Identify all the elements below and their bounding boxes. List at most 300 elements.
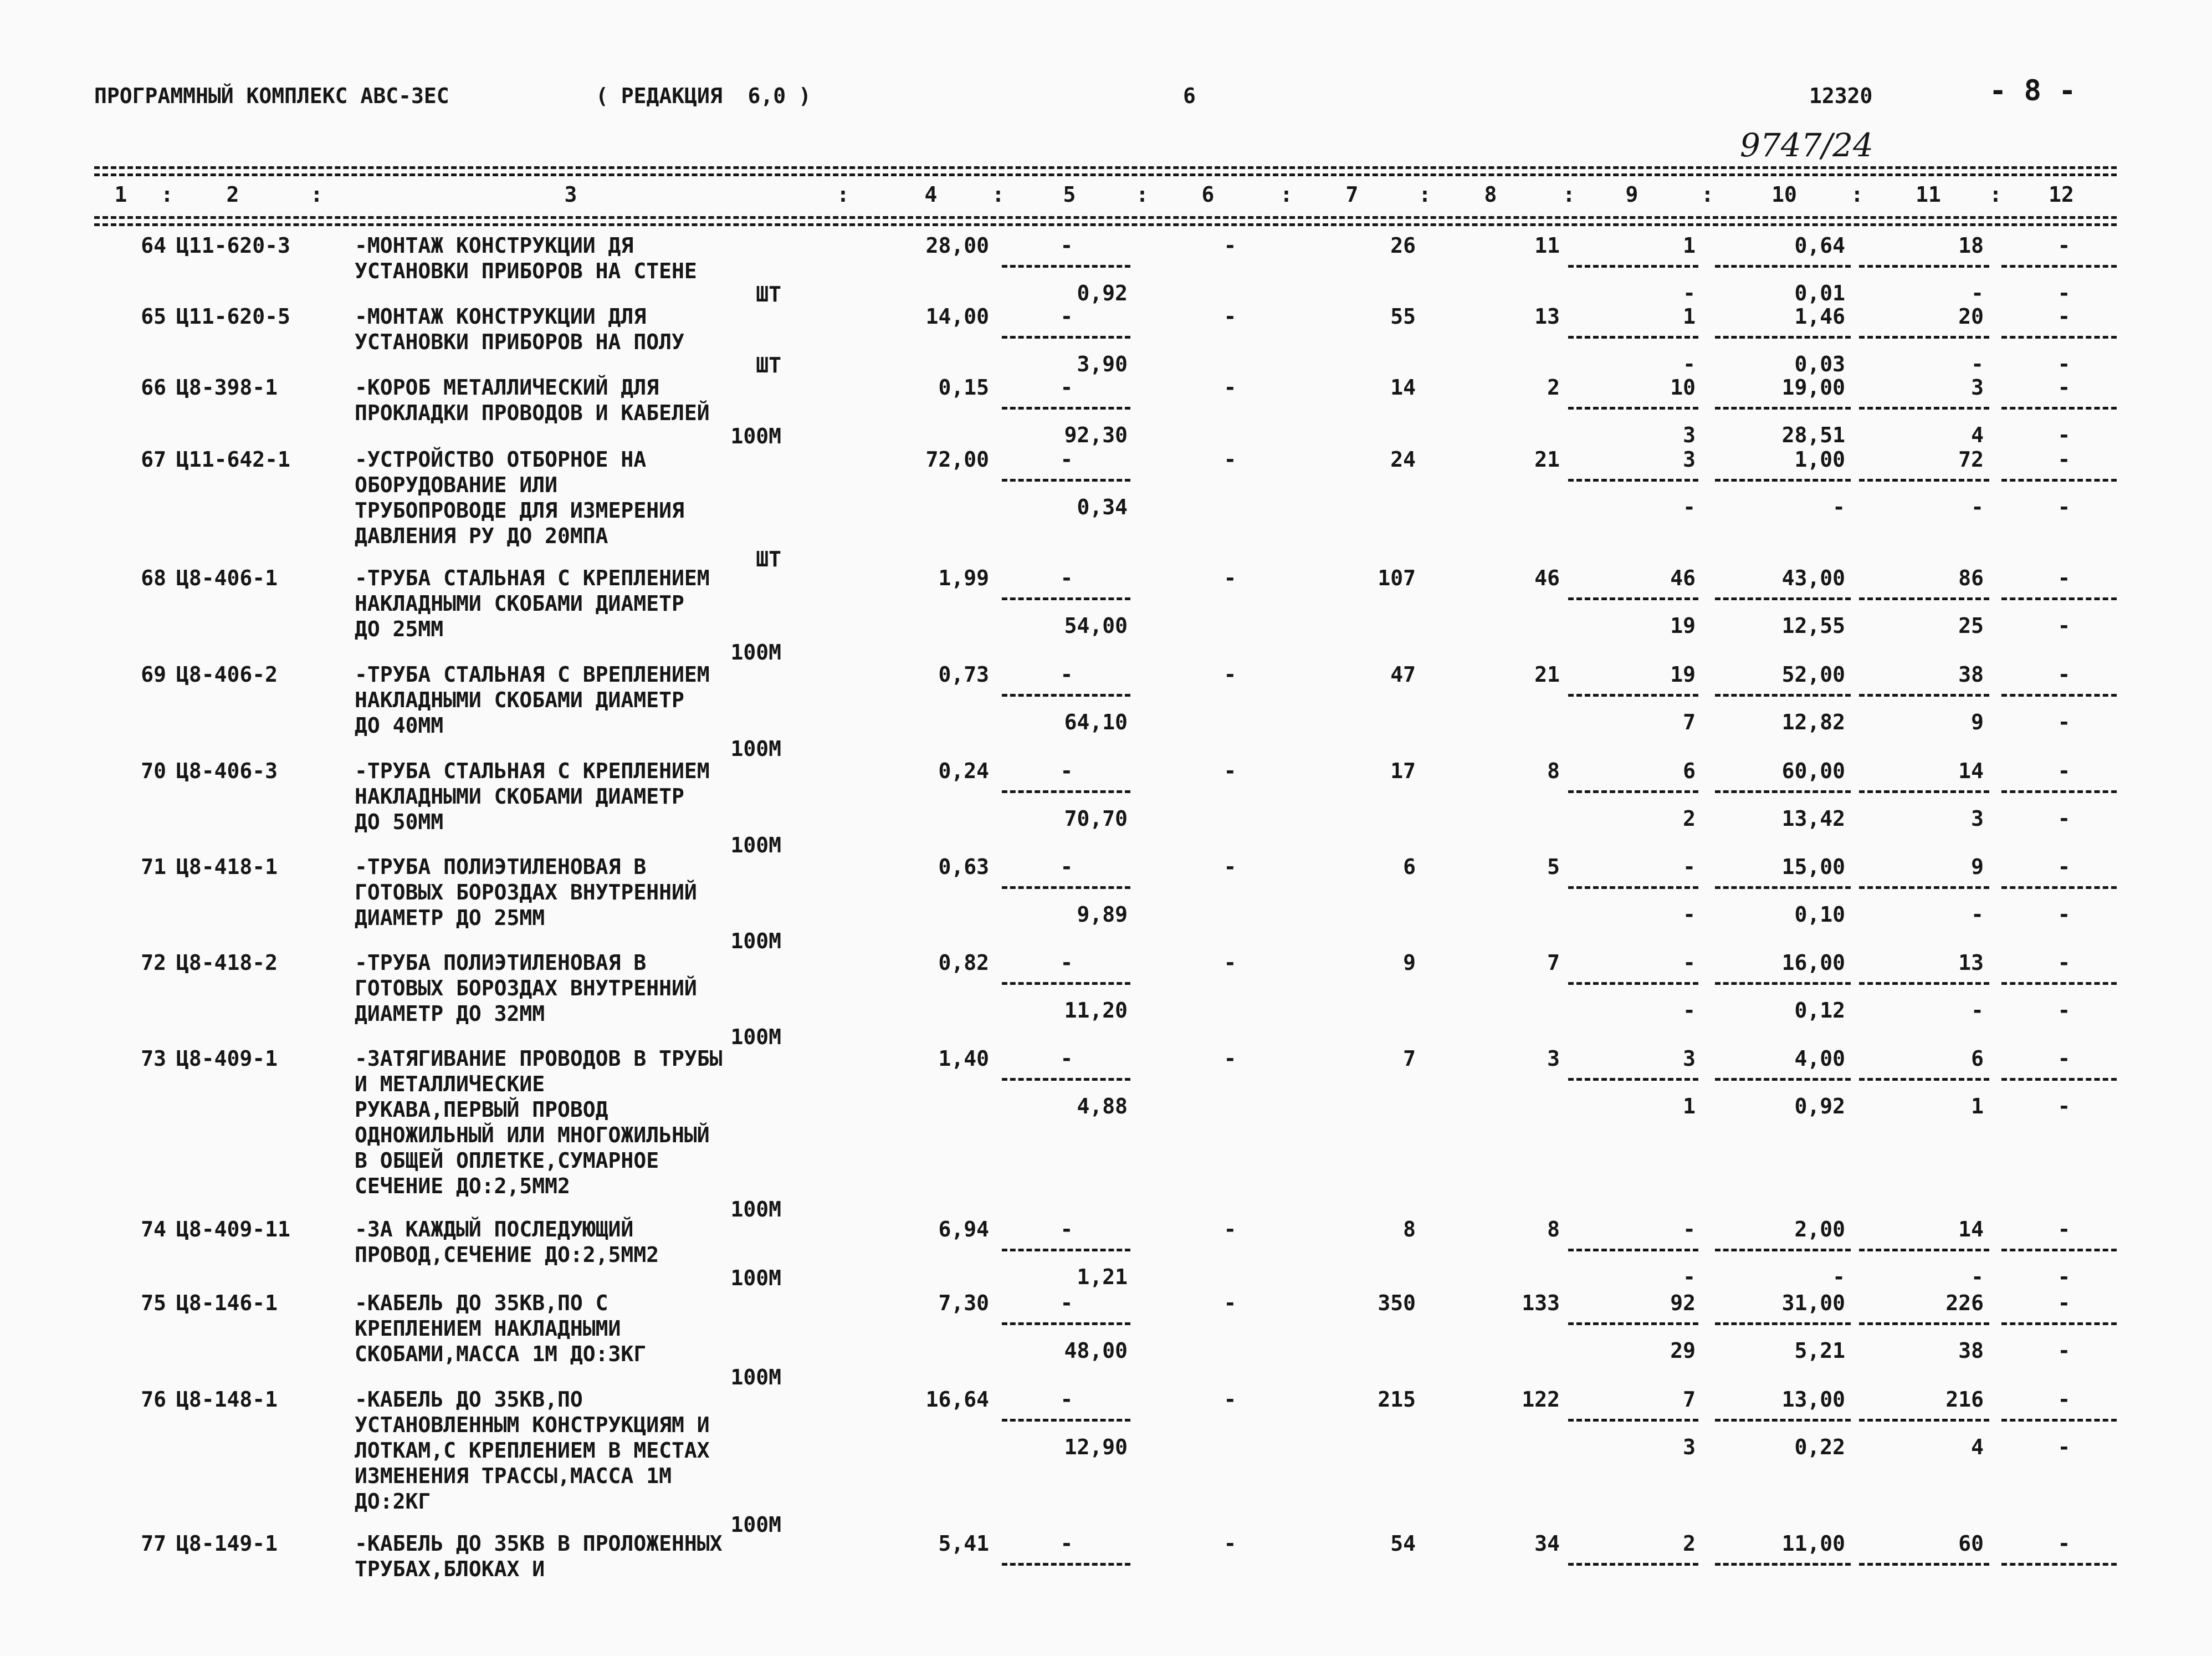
col11-value-top: 6 bbox=[1971, 1046, 1984, 1071]
col9-underline bbox=[1568, 597, 1698, 600]
col9-value-top: - bbox=[1683, 855, 1696, 879]
col4-value: 14,00 bbox=[925, 304, 989, 329]
col6-value: - bbox=[1223, 855, 1237, 879]
column-separator: : bbox=[1701, 182, 1714, 207]
column-separator: : bbox=[1280, 182, 1293, 207]
col12-underline bbox=[2001, 265, 2117, 268]
col5-value-bottom: 11,20 bbox=[1064, 998, 1128, 1023]
col10-underline bbox=[1715, 1322, 1851, 1325]
col12-value-top: - bbox=[2057, 1387, 2071, 1412]
column-separator: : bbox=[1419, 182, 1431, 207]
col9-value-top: 3 bbox=[1683, 1046, 1696, 1071]
col5-underline bbox=[1002, 597, 1130, 600]
col5-value-top: - bbox=[1060, 375, 1073, 400]
col10-underline bbox=[1715, 265, 1851, 268]
col9-value-top: 10 bbox=[1670, 375, 1696, 400]
row-code: Ц8-149-1 bbox=[176, 1531, 278, 1556]
col6-value: - bbox=[1223, 304, 1237, 329]
row-unit: 100М bbox=[730, 424, 781, 448]
col10-value-bottom: 0,10 bbox=[1794, 902, 1845, 927]
col6-value: - bbox=[1223, 566, 1237, 590]
col12-underline bbox=[2001, 1419, 2117, 1422]
row-description-line: ЛОТКАМ,С КРЕПЛЕНИЕМ В МЕСТАХ bbox=[355, 1438, 710, 1463]
column-header-9: 9 bbox=[1625, 182, 1638, 207]
row-description-line: -ТРУБА СТАЛЬНАЯ С КРЕПЛЕНИЕМ bbox=[355, 759, 710, 783]
row-number: 77 bbox=[141, 1531, 166, 1556]
col12-underline bbox=[2001, 1563, 2117, 1566]
col5-underline bbox=[1002, 479, 1130, 482]
col11-value-top: 38 bbox=[1958, 662, 1984, 687]
col10-underline bbox=[1715, 1563, 1851, 1566]
row-number: 71 bbox=[141, 855, 166, 879]
row-unit: 100М bbox=[730, 1512, 781, 1537]
row-description-line: ИЗМЕНЕНИЯ ТРАССЫ,МАССА 1М bbox=[355, 1464, 672, 1488]
col9-value-top: 19 bbox=[1670, 662, 1696, 687]
col10-value-top: 16,00 bbox=[1781, 950, 1845, 975]
col5-underline bbox=[1002, 1249, 1130, 1251]
col10-value-bottom: 0,22 bbox=[1794, 1435, 1845, 1459]
col12-value-bottom: - bbox=[2057, 495, 2071, 519]
row-description-line: -ЗА КАЖДЫЙ ПОСЛЕДУЮЩИЙ bbox=[355, 1217, 634, 1241]
col5-value-top: - bbox=[1060, 662, 1073, 687]
row-description-line: КРЕПЛЕНИЕМ НАКЛАДНЫМИ bbox=[355, 1316, 621, 1341]
row-number: 74 bbox=[141, 1217, 166, 1241]
col12-value-top: - bbox=[2057, 662, 2071, 687]
col9-underline bbox=[1568, 694, 1698, 697]
col11-underline bbox=[1859, 886, 1989, 889]
col5-value-top: - bbox=[1060, 304, 1073, 329]
column-header-10: 10 bbox=[1771, 182, 1797, 207]
col10-underline bbox=[1715, 1419, 1851, 1422]
col8-value: 122 bbox=[1522, 1387, 1560, 1412]
col11-underline bbox=[1859, 265, 1989, 268]
column-header-11: 11 bbox=[1916, 182, 1941, 207]
col6-value: - bbox=[1223, 759, 1237, 783]
col5-value-top: - bbox=[1060, 1217, 1073, 1241]
col5-value-bottom: 70,70 bbox=[1064, 806, 1128, 831]
col12-value-bottom: - bbox=[2057, 1338, 2071, 1363]
page-number: - 8 - bbox=[1989, 74, 2076, 108]
col11-value-bottom: 3 bbox=[1971, 806, 1984, 831]
row-unit: 100М bbox=[730, 1266, 781, 1290]
col9-value-top: - bbox=[1683, 1217, 1696, 1241]
row-number: 69 bbox=[141, 662, 166, 687]
col9-underline bbox=[1568, 1322, 1698, 1325]
col5-value-top: - bbox=[1060, 759, 1073, 783]
col7-value: 6 bbox=[1403, 855, 1416, 879]
col10-value-top: 4,00 bbox=[1794, 1046, 1845, 1071]
col5-value-bottom: 1,21 bbox=[1077, 1265, 1128, 1289]
row-code: Ц8-406-2 bbox=[176, 662, 278, 687]
col5-value-bottom: 54,00 bbox=[1064, 614, 1128, 638]
row-description-line: В ОБЩЕЙ ОПЛЕТКЕ,СУМАРНОЕ bbox=[355, 1148, 659, 1173]
row-number: 65 bbox=[141, 304, 166, 329]
col11-underline bbox=[1859, 479, 1989, 482]
col4-value: 0,73 bbox=[938, 662, 989, 687]
row-description-line: ПРОКЛАДКИ ПРОВОДОВ И КАБЕЛЕЙ bbox=[355, 401, 710, 425]
col11-value-top: 86 bbox=[1958, 566, 1984, 590]
row-description-line: -УСТРОЙСТВО ОТБОРНОЕ НА bbox=[355, 447, 647, 472]
col4-value: 6,94 bbox=[938, 1217, 989, 1241]
row-description-line: -КАБЕЛЬ ДО 35КВ,ПО bbox=[355, 1387, 583, 1412]
col10-value-top: 11,00 bbox=[1781, 1531, 1845, 1556]
col7-value: 350 bbox=[1378, 1291, 1416, 1315]
col9-value-top: - bbox=[1683, 950, 1696, 975]
row-unit: 100М bbox=[730, 640, 781, 665]
header-rule-bottom bbox=[94, 216, 2117, 219]
col10-value-bottom: 0,12 bbox=[1794, 998, 1845, 1023]
col5-underline bbox=[1002, 886, 1130, 889]
row-unit: 100М bbox=[730, 929, 781, 953]
col5-value-top: - bbox=[1060, 1291, 1073, 1315]
row-description-line: ГОТОВЫХ БОРОЗДАХ ВНУТРЕННИЙ bbox=[355, 976, 697, 1000]
col11-value-top: 13 bbox=[1958, 950, 1984, 975]
col12-value-bottom: - bbox=[2057, 423, 2071, 447]
row-unit: ШТ bbox=[756, 282, 781, 306]
row-unit: 100М bbox=[730, 1025, 781, 1049]
col11-underline bbox=[1859, 1249, 1989, 1251]
col11-value-bottom: - bbox=[1971, 1265, 1984, 1289]
col10-underline bbox=[1715, 479, 1851, 482]
col4-value: 5,41 bbox=[938, 1531, 989, 1556]
col5-value-top: - bbox=[1060, 1046, 1073, 1071]
col4-value: 1,99 bbox=[938, 566, 989, 590]
col4-value: 0,82 bbox=[938, 950, 989, 975]
col9-value-bottom: 1 bbox=[1683, 1094, 1696, 1118]
col6-value: - bbox=[1223, 1046, 1237, 1071]
col8-value: 21 bbox=[1534, 662, 1560, 687]
col5-value-top: - bbox=[1060, 1531, 1073, 1556]
col10-value-bottom: 28,51 bbox=[1781, 423, 1845, 447]
col4-value: 0,63 bbox=[938, 855, 989, 879]
col9-value-bottom: - bbox=[1683, 495, 1696, 519]
row-code: Ц8-409-1 bbox=[176, 1046, 278, 1071]
row-description-line: УСТАНОВКИ ПРИБОРОВ НА ПОЛУ bbox=[355, 330, 684, 354]
col12-value-top: - bbox=[2057, 1046, 2071, 1071]
col10-value-top: 52,00 bbox=[1781, 662, 1845, 687]
col5-underline bbox=[1002, 336, 1130, 339]
row-number: 75 bbox=[141, 1291, 166, 1315]
col12-value-top: - bbox=[2057, 233, 2071, 258]
row-description-line: -ТРУБА СТАЛЬНАЯ С ВРЕПЛЕНИЕМ bbox=[355, 662, 710, 687]
col11-value-top: 226 bbox=[1945, 1291, 1984, 1315]
col10-underline bbox=[1715, 597, 1851, 600]
col8-value: 7 bbox=[1547, 950, 1560, 975]
row-description-line: ГОТОВЫХ БОРОЗДАХ ВНУТРЕННИЙ bbox=[355, 880, 697, 904]
col8-value: 5 bbox=[1547, 855, 1560, 879]
col11-value-top: 14 bbox=[1958, 759, 1984, 783]
row-code: Ц8-398-1 bbox=[176, 375, 278, 400]
edition-label: ( РЕДАКЦИЯ 6,0 ) bbox=[596, 84, 811, 108]
row-code: Ц11-620-5 bbox=[176, 304, 290, 329]
row-description-line: ДО 25ММ bbox=[355, 617, 444, 641]
col9-underline bbox=[1568, 1078, 1698, 1081]
column-header-6: 6 bbox=[1201, 182, 1215, 207]
col4-value: 1,40 bbox=[938, 1046, 989, 1071]
col11-value-bottom: - bbox=[1971, 902, 1984, 927]
col11-value-bottom: 1 bbox=[1971, 1094, 1984, 1118]
col7-value: 14 bbox=[1390, 375, 1416, 400]
col10-value-bottom: 12,82 bbox=[1781, 710, 1845, 734]
col12-value-top: - bbox=[2057, 855, 2071, 879]
col12-value-bottom: - bbox=[2057, 998, 2071, 1023]
col12-underline bbox=[2001, 597, 2117, 600]
col11-underline bbox=[1859, 790, 1989, 793]
col8-value: 13 bbox=[1534, 304, 1560, 329]
row-unit: ШТ bbox=[756, 353, 781, 377]
row-description-line: ДИАМЕТР ДО 25ММ bbox=[355, 906, 545, 930]
col11-value-bottom: 25 bbox=[1958, 614, 1984, 638]
col5-value-top: - bbox=[1060, 447, 1073, 472]
column-header-8: 8 bbox=[1484, 182, 1497, 207]
section-number: 6 bbox=[1183, 84, 1196, 108]
col10-underline bbox=[1715, 790, 1851, 793]
col11-underline bbox=[1859, 982, 1989, 985]
row-description-line: -ТРУБА ПОЛИЭТИЛЕНОВАЯ В bbox=[355, 855, 647, 879]
col9-underline bbox=[1568, 265, 1698, 268]
col6-value: - bbox=[1223, 447, 1237, 472]
column-header-4: 4 bbox=[924, 182, 938, 207]
row-description-line: НАКЛАДНЫМИ СКОБАМИ ДИАМЕТР bbox=[355, 688, 684, 712]
col11-value-top: 9 bbox=[1971, 855, 1984, 879]
col9-value-top: 46 bbox=[1670, 566, 1696, 590]
document-code: 12320 bbox=[1809, 84, 1873, 108]
row-unit: 100М bbox=[730, 1365, 781, 1389]
col5-underline bbox=[1002, 265, 1130, 268]
col11-value-bottom: - bbox=[1971, 281, 1984, 305]
row-code: Ц8-148-1 bbox=[176, 1387, 278, 1412]
col9-value-bottom: 3 bbox=[1683, 423, 1696, 447]
column-separator: : bbox=[1136, 182, 1149, 207]
col11-value-bottom: 9 bbox=[1971, 710, 1984, 734]
row-description-line: ДО 50ММ bbox=[355, 810, 444, 834]
col5-value-top: - bbox=[1060, 233, 1073, 258]
row-code: Ц11-620-3 bbox=[176, 233, 290, 258]
col10-value-top: 2,00 bbox=[1794, 1217, 1845, 1241]
col12-underline bbox=[2001, 982, 2117, 985]
col10-value-top: 15,00 bbox=[1781, 855, 1845, 879]
col5-underline bbox=[1002, 1078, 1130, 1081]
col9-value-top: 1 bbox=[1683, 233, 1696, 258]
col12-value-top: - bbox=[2057, 1531, 2071, 1556]
program-title: ПРОГРАММНЫЙ КОМПЛЕКС АВС-3ЕС bbox=[94, 84, 449, 108]
col10-value-bottom: 0,03 bbox=[1794, 352, 1845, 376]
row-description-line: УСТАНОВЛЕННЫМ КОНСТРУКЦИЯМ И bbox=[355, 1413, 710, 1437]
col9-underline bbox=[1568, 336, 1698, 339]
row-code: Ц8-146-1 bbox=[176, 1291, 278, 1315]
col6-value: - bbox=[1223, 1387, 1237, 1412]
col11-value-bottom: 38 bbox=[1958, 1338, 1984, 1363]
col9-underline bbox=[1568, 1419, 1698, 1422]
row-description-line: ДО 40ММ bbox=[355, 713, 444, 738]
col12-value-top: - bbox=[2057, 950, 2071, 975]
col8-value: 8 bbox=[1547, 759, 1560, 783]
col5-value-bottom: 92,30 bbox=[1064, 423, 1128, 447]
column-separator: : bbox=[1851, 182, 1863, 207]
row-code: Ц8-406-1 bbox=[176, 566, 278, 590]
col11-underline bbox=[1859, 1322, 1989, 1325]
column-header-7: 7 bbox=[1345, 182, 1359, 207]
col10-value-bottom: - bbox=[1832, 495, 1845, 519]
col4-value: 72,00 bbox=[925, 447, 989, 472]
row-description-line: -КАБЕЛЬ ДО 35КВ В ПРОЛОЖЕННЫХ bbox=[355, 1531, 723, 1556]
col9-underline bbox=[1568, 790, 1698, 793]
column-header-12: 12 bbox=[2049, 182, 2074, 207]
row-description-line: ДАВЛЕНИЯ РУ ДО 20МПА bbox=[355, 524, 608, 548]
row-code: Ц8-409-11 bbox=[176, 1217, 290, 1241]
col9-value-bottom: - bbox=[1683, 281, 1696, 305]
column-separator: : bbox=[837, 182, 849, 207]
col10-underline bbox=[1715, 336, 1851, 339]
column-separator: : bbox=[1989, 182, 2002, 207]
col5-value-bottom: 64,10 bbox=[1064, 710, 1128, 734]
col5-value-top: - bbox=[1060, 950, 1073, 975]
col6-value: - bbox=[1223, 375, 1237, 400]
column-separator: : bbox=[310, 182, 323, 207]
row-description-line: СКОБАМИ,МАССА 1М ДО:3КГ bbox=[355, 1342, 647, 1366]
col12-value-bottom: - bbox=[2057, 902, 2071, 927]
col10-underline bbox=[1715, 982, 1851, 985]
row-description-line: ДИАМЕТР ДО 32ММ bbox=[355, 1001, 545, 1026]
col5-underline bbox=[1002, 1322, 1130, 1325]
col12-value-top: - bbox=[2057, 1291, 2071, 1315]
col10-value-bottom: 0,92 bbox=[1794, 1094, 1845, 1118]
column-separator: : bbox=[161, 182, 173, 207]
col10-value-top: 60,00 bbox=[1781, 759, 1845, 783]
col11-value-bottom: - bbox=[1971, 352, 1984, 376]
col10-underline bbox=[1715, 886, 1851, 889]
col5-value-top: - bbox=[1060, 566, 1073, 590]
col10-underline bbox=[1715, 407, 1851, 410]
col7-value: 17 bbox=[1390, 759, 1416, 783]
col12-underline bbox=[2001, 1078, 2117, 1081]
row-description-line: -МОНТАЖ КОНСТРУКЦИИ ДЛЯ bbox=[355, 304, 647, 329]
col7-value: 55 bbox=[1390, 304, 1416, 329]
row-number: 68 bbox=[141, 566, 166, 590]
row-unit: ШТ bbox=[756, 547, 781, 571]
col12-value-bottom: - bbox=[2057, 1094, 2071, 1118]
row-code: Ц11-642-1 bbox=[176, 447, 290, 472]
row-description-line: НАКЛАДНЫМИ СКОБАМИ ДИАМЕТР bbox=[355, 784, 684, 809]
col10-value-top: 31,00 bbox=[1781, 1291, 1845, 1315]
row-description-line: -КОРОБ МЕТАЛЛИЧЕСКИЙ ДЛЯ bbox=[355, 375, 659, 400]
col5-underline bbox=[1002, 1419, 1130, 1422]
col7-value: 9 bbox=[1403, 950, 1416, 975]
row-description-line: И МЕТАЛЛИЧЕСКИЕ bbox=[355, 1072, 545, 1096]
row-description-line: ПРОВОД,СЕЧЕНИЕ ДО:2,5ММ2 bbox=[355, 1243, 659, 1267]
col4-value: 0,15 bbox=[938, 375, 989, 400]
col5-value-bottom: 48,00 bbox=[1064, 1338, 1128, 1363]
row-description-line: -ТРУБА ПОЛИЭТИЛЕНОВАЯ В bbox=[355, 950, 647, 975]
row-unit: 100М bbox=[730, 833, 781, 857]
col9-value-bottom: 19 bbox=[1670, 614, 1696, 638]
col5-underline bbox=[1002, 694, 1130, 697]
row-number: 76 bbox=[141, 1387, 166, 1412]
col9-value-top: 1 bbox=[1683, 304, 1696, 329]
col11-value-bottom: - bbox=[1971, 495, 1984, 519]
col8-value: 2 bbox=[1547, 375, 1560, 400]
row-number: 66 bbox=[141, 375, 166, 400]
col12-value-bottom: - bbox=[2057, 1435, 2071, 1459]
col11-value-bottom: - bbox=[1971, 998, 1984, 1023]
col10-value-bottom: - bbox=[1832, 1265, 1845, 1289]
col11-value-top: 14 bbox=[1958, 1217, 1984, 1241]
col8-value: 21 bbox=[1534, 447, 1560, 472]
col5-value-bottom: 12,90 bbox=[1064, 1435, 1128, 1459]
col11-value-top: 60 bbox=[1958, 1531, 1984, 1556]
col10-value-top: 0,64 bbox=[1794, 233, 1845, 258]
col8-value: 46 bbox=[1534, 566, 1560, 590]
col6-value: - bbox=[1223, 662, 1237, 687]
col12-value-bottom: - bbox=[2057, 1265, 2071, 1289]
col10-value-top: 43,00 bbox=[1781, 566, 1845, 590]
col7-value: 8 bbox=[1403, 1217, 1416, 1241]
col9-underline bbox=[1568, 479, 1698, 482]
col5-value-bottom: 3,90 bbox=[1077, 352, 1128, 376]
col12-underline bbox=[2001, 479, 2117, 482]
col11-underline bbox=[1859, 407, 1989, 410]
col12-value-bottom: - bbox=[2057, 710, 2071, 734]
col11-underline bbox=[1859, 694, 1989, 697]
col9-underline bbox=[1568, 982, 1698, 985]
col8-value: 3 bbox=[1547, 1046, 1560, 1071]
col6-value: - bbox=[1223, 1217, 1237, 1241]
column-header-1: 1 bbox=[114, 182, 127, 207]
row-description-line: ОДНОЖИЛЬНЫЙ ИЛИ МНОГОЖИЛЬНЫЙ bbox=[355, 1123, 710, 1147]
col10-value-bottom: 12,55 bbox=[1781, 614, 1845, 638]
col10-underline bbox=[1715, 694, 1851, 697]
col11-underline bbox=[1859, 1078, 1989, 1081]
row-number: 72 bbox=[141, 950, 166, 975]
col5-value-bottom: 0,92 bbox=[1077, 281, 1128, 305]
col12-value-bottom: - bbox=[2057, 281, 2071, 305]
col9-value-top: 2 bbox=[1683, 1531, 1696, 1556]
col10-value-bottom: 0,01 bbox=[1794, 281, 1845, 305]
header-rule-top-2 bbox=[94, 173, 2117, 176]
col12-underline bbox=[2001, 694, 2117, 697]
col5-value-bottom: 4,88 bbox=[1077, 1094, 1128, 1118]
col11-value-bottom: 4 bbox=[1971, 1435, 1984, 1459]
col5-value-top: - bbox=[1060, 855, 1073, 879]
row-number: 73 bbox=[141, 1046, 166, 1071]
row-description-line: ТРУБОПРОВОДЕ ДЛЯ ИЗМЕРЕНИЯ bbox=[355, 498, 684, 523]
row-code: Ц8-406-3 bbox=[176, 759, 278, 783]
col9-value-top: 92 bbox=[1670, 1291, 1696, 1315]
col6-value: - bbox=[1223, 1531, 1237, 1556]
row-description-line: ДО:2КГ bbox=[355, 1489, 431, 1514]
row-description-line: -МОНТАЖ КОНСТРУКЦИИ ДЯ bbox=[355, 233, 634, 258]
col9-value-bottom: - bbox=[1683, 902, 1696, 927]
header-rule-top bbox=[94, 166, 2117, 169]
col9-value-bottom: - bbox=[1683, 352, 1696, 376]
col10-value-top: 1,00 bbox=[1794, 447, 1845, 472]
col7-value: 24 bbox=[1390, 447, 1416, 472]
col12-value-top: - bbox=[2057, 1217, 2071, 1241]
col12-underline bbox=[2001, 1322, 2117, 1325]
col7-value: 47 bbox=[1390, 662, 1416, 687]
col11-value-top: 216 bbox=[1945, 1387, 1984, 1412]
row-unit: 100М bbox=[730, 1197, 781, 1221]
row-code: Ц8-418-2 bbox=[176, 950, 278, 975]
col5-underline bbox=[1002, 790, 1130, 793]
row-description-line: -ТРУБА СТАЛЬНАЯ С КРЕПЛЕНИЕМ bbox=[355, 566, 710, 590]
col12-value-top: - bbox=[2057, 566, 2071, 590]
col9-value-bottom: 3 bbox=[1683, 1435, 1696, 1459]
col11-value-top: 18 bbox=[1958, 233, 1984, 258]
header-rule-bottom-2 bbox=[94, 223, 2117, 226]
row-description-line: РУКАВА,ПЕРВЫЙ ПРОВОД bbox=[355, 1097, 608, 1122]
handwritten-note: 9747/24 bbox=[1740, 126, 1873, 164]
